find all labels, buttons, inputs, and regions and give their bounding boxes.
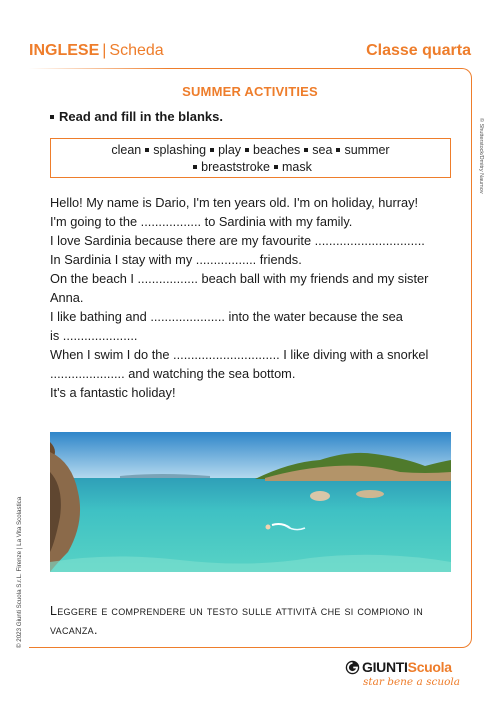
story-line: Anna. [50,290,84,305]
story-text [50,193,460,402]
beach-illustration [50,432,451,572]
frame-fade [29,68,169,70]
square-bullet-icon [274,165,278,169]
story-line: ..................... and watching the sea bottom. [50,366,296,381]
story-line: is ..................... [50,328,138,343]
grade-label: Classe quarta [366,42,471,59]
square-bullet-icon [145,148,149,152]
brand-scuola: Scuola [407,659,452,675]
square-bullet-icon [210,148,214,152]
word-bank-item: clean [111,143,142,157]
word-bank-item: breaststroke [201,160,270,174]
giunti-g-icon [345,660,360,675]
instruction-text: Read and fill in the blanks. [59,109,223,124]
subject-name: INGLESE [29,42,100,59]
word-bank [50,138,451,178]
square-bullet-icon [193,165,197,169]
word-bank-item: beaches [253,143,301,157]
sardinia-beach-photo [50,432,451,572]
word-bank-item: mask [281,160,312,174]
photo-credit: © Shutterstock/Dmitry Naumov [478,118,484,194]
sheet-type: Scheda [109,42,164,59]
word-bank-item: splashing [153,143,207,157]
story-line: I'm going to the ................. to Sardinia with my family. [50,214,353,229]
subject-label [29,42,164,60]
header-separator: | [102,42,107,59]
worksheet-title: SUMMER ACTIVITIES [182,84,318,99]
brand-name [362,659,452,675]
story-line: In Sardinia I stay with my ................. friends. [50,252,302,267]
story-line: Hello! My name is Dario, I'm ten years old. I'm on holiday, hurray! [50,195,419,210]
square-bullet-icon [336,148,340,152]
story-line: I like bathing and ..................... into the water because the sea [50,309,403,324]
brand-giunti: GIUNTI [362,659,408,675]
story-line: On the beach I ................. beach ball with my friends and my sister [50,271,429,286]
copyright-notice: © 2023 Giunti Scuola S.r.L. Firenze | La Vita Scolastica [16,496,23,648]
story-line: When I swim I do the .............................. I like diving with a snorkel [50,347,429,362]
word-bank-item: play [218,143,242,157]
publisher-logo [345,659,461,693]
square-bullet-icon [50,115,54,119]
page-header [29,42,471,64]
word-bank-item: summer [344,143,390,157]
square-bullet-icon [304,148,308,152]
word-bank-item: sea [312,143,333,157]
brand-tagline: star bene a scuola [363,676,461,688]
learning-objective: Leggere e comprendere un testo sulle attività che si compiono in vacanza. [50,604,424,637]
story-line: It's a fantastic holiday! [50,385,176,400]
story-line: I love Sardinia because there are my favourite ............................... [50,233,425,248]
instruction [50,109,223,124]
square-bullet-icon [245,148,249,152]
